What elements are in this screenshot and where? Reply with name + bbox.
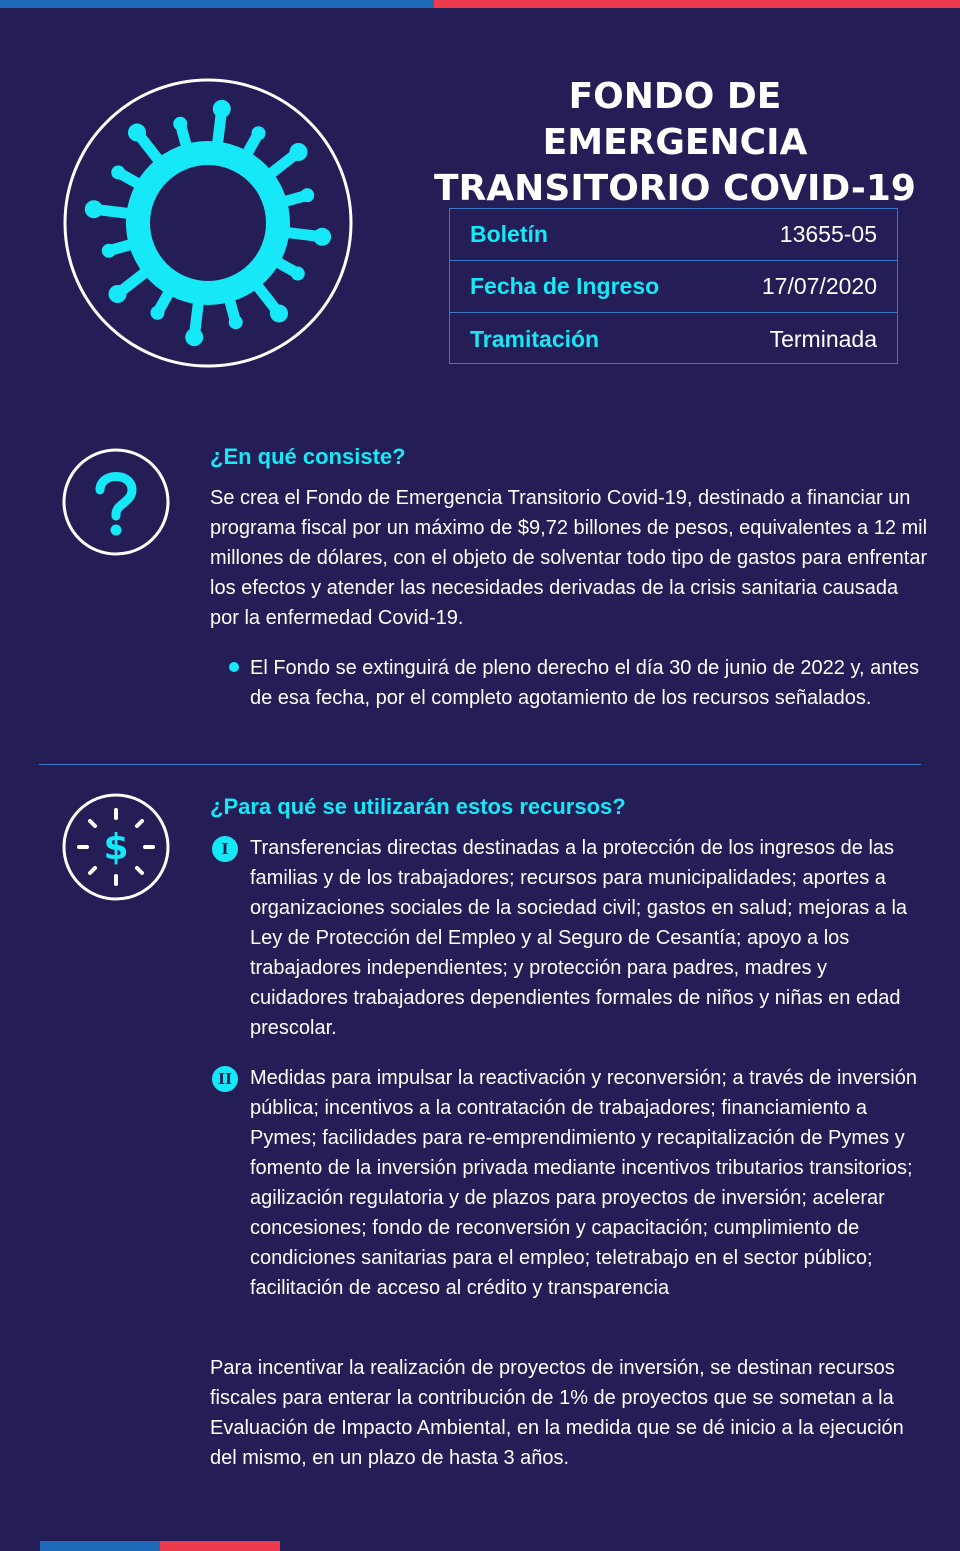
top-bar-blue — [0, 0, 434, 8]
virus-knob — [109, 285, 127, 303]
info-label: Fecha de Ingreso — [470, 273, 660, 299]
info-table — [449, 208, 898, 364]
question-icon — [60, 446, 172, 558]
virus-knob — [291, 267, 305, 281]
svg-text:$: $ — [103, 827, 129, 868]
info-label: Boletín — [470, 221, 548, 247]
info-label: Tramitación — [470, 325, 600, 352]
title-line-2: TRANSITORIO COVID-19 — [434, 168, 916, 209]
info-row-boletin — [450, 209, 897, 261]
bullet-dot — [229, 662, 239, 672]
virus-knob — [270, 304, 288, 322]
virus-icon — [62, 77, 354, 369]
info-value: 17/07/2020 — [761, 273, 877, 299]
virus-knob — [252, 126, 266, 140]
section-heading-consiste: ¿En qué consiste? — [210, 444, 406, 469]
bottom-bar-red — [160, 1541, 280, 1551]
title-line-1: FONDO DE EMERGENCIA — [542, 76, 808, 163]
info-row-fecha — [450, 261, 897, 313]
virus-knob — [128, 124, 146, 142]
virus-knob — [300, 188, 314, 202]
virus-knob — [102, 244, 116, 258]
numeral-badge: I — [212, 836, 238, 862]
list-item: Transferencias directas destinadas a la protección de los ingresos de las familias y de los trabajadores; recursos para municipalidades; aportes a organizaciones sociales de la sociedad civil; gastos en salud; mejoras a la Ley de Protección del Empleo y al Seguro de Cesantía; apoyo a los trabajadores independientes; y protección para padres, madres y cuidadores trabajadores dependientes formales de niños y niñas en edad prescolar. — [250, 837, 908, 1039]
virus-knob — [289, 143, 307, 161]
virus-knob — [111, 165, 125, 179]
money-icon — [60, 791, 172, 903]
virus-knob — [173, 117, 187, 131]
section-body-consiste: Se crea el Fondo de Emergencia Transitorio Covid-19, destinado a financiar un programa fiscal por un máximo de $9,72 billones de pesos, equivalentes a 12 mil millones de dólares, con el objeto de solventar todo tipo de gastos para enfrentar los efectos y atender las necesidades derivadas de la crisis sanitaria causada por la enfermedad Covid-19. — [210, 487, 928, 629]
virus-knob — [150, 306, 164, 320]
info-value: Terminada — [769, 325, 877, 352]
numeral-badge: II — [212, 1066, 238, 1092]
virus-knob — [213, 100, 231, 118]
virus-knob — [185, 328, 203, 346]
info-row-tramitacion — [450, 313, 897, 365]
info-value: 13655-05 — [779, 221, 877, 247]
virus-knob — [229, 315, 243, 329]
bullet-text: El Fondo se extinguirá de pleno derecho el día 30 de junio de 2022 y, antes de esa fecha, por el completo agotamiento de los recursos señalados. — [250, 657, 919, 709]
top-bar-red — [434, 0, 960, 8]
section-divider — [39, 764, 921, 765]
page-title — [430, 74, 920, 212]
virus-knob — [85, 200, 103, 218]
list-item: Medidas para impulsar la reactivación y reconversión; a través de inversión pública; incentivos a la contratación de trabajadores; financiamiento a Pymes; facilidades para re-emprendimiento y recapitalización de Pymes y fomento de la inversión privada mediante incentivos tributarios transitorios; agilización regulatoria y de plazos para proyectos de inversión; acelerar concesiones; fondo de reconversión y capacitación; cumplimiento de condiciones sanitarias para el empleo; teletrabajo en el sector público; facilitación de acceso al crédito y transparencia — [250, 1067, 917, 1299]
virus-knob — [313, 228, 331, 246]
closing-paragraph: Para incentivar la realización de proyectos de inversión, se destinan recursos fiscales para enterar la contribución de 1% de proyectos que se sometan a la Evaluación de Impacto Ambiental, en la medida que se dé inicio a la ejecución del mismo, en un plazo de hasta 3 años. — [210, 1357, 904, 1469]
section-heading-recursos: ¿Para qué se utilizarán estos recursos? — [210, 794, 626, 819]
bottom-bar-blue — [40, 1541, 160, 1551]
